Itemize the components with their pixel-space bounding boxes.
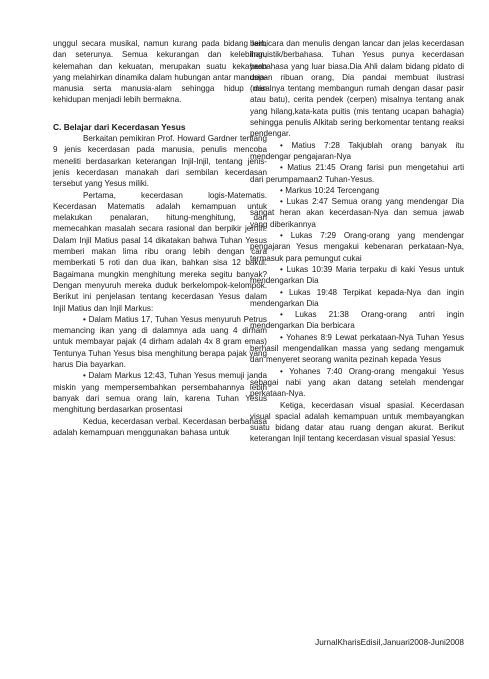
paragraph-visual-spasial: Ketiga, kecerdasan visual spasial. Kecerdasan visual spacial adalah kemampuan untuk membayangkan suatu bidang datar atau ruang dengan akurat. Berikut keterangan Injil tentang kecerdasan visual spasial Yesus: xyxy=(250,400,464,444)
paragraph-logis-matematis: Pertama, kecerdasan logis-Matematis. Kecerdasan Matematis adalah kemampuan untuk melakukan penalaran, hitung-menghitung, dan memecahkan masalah secara rasional dan berpikir jernih. Dalam Injil Matius pasal 14 dikatakan bahwa Tuhan Yesus memberi makan lima ribu orang lebih dengan cara memberkati 5 roti dan dua ikan, bahkan sisa 12 bakul. Bagaimana mungkin menghitung mereka segitu banyak? Dengan menyuruh mereka duduk berkelompok-kelompok. Berikut ini penjelasan tentang kecerdasan Yesus dalam Injil Matius dan Injil Markus: xyxy=(53,190,267,313)
bullet-yohanes-8-9: • Yohanes 8:9 Lewat perkataan-Nya Tuhan Yesus berhasil mengendalikan massa yang sedang mengamuk dan menyeret seorang wanita pezinah kepada Yesus xyxy=(250,332,464,366)
paragraph-linguistik: berbicara dan menulis dengan lancar dan jelas kecerdasan linguistik/berbahasa. Tuhan Yesus punya kecerdasan berbahasa yang luar biasa.Dia Ahli dalam bidang pidato di depan ribuan orang, Dia pandai membuat ilustrasi (misalnya tentang membangun rumah dengan dasar pasir atau batu), cerita pendek (cerpen) misalnya tentang anak yang hilang,kata-kata puitis (mis tentang ucapan bahagia) sehingga penulis Alkitab sering berkomentar tentang reaksi pendengar. xyxy=(250,39,464,139)
bullet-markus-12-43: • Dalam Markus 12:43, Tuhan Yesus memuji janda miskin yang mempersembahkan persembahannya lebih banyak dari semua orang lain, karena Tuhan Yesus menghitung berdasarkan prosentasi xyxy=(53,370,267,415)
section-heading: C. Belajar dari Kecerdasan Yesus xyxy=(53,121,186,132)
right-column xyxy=(250,38,464,445)
bullet-lukas-19-48: • Lukas 19:48 Terpikat kepada-Nya dan ingin mendengarkan Dia xyxy=(250,287,464,310)
paragraph-gardner: Berkaitan pemikiran Prof. Howard Gardner tentang 9 jenis kecerdasan pada manusia, penulis mencoba meneliti berdasarkan keterangan Injil-Injil, tentang jenis-jenis kecerdasan manakah dari sembilan kecerdasan tersebut yang Yesus miliki. xyxy=(53,134,267,189)
bullet-lukas-10-39: • Lukas 10:39 Maria terpaku di kaki Yesus untuk mendengarkan Dia xyxy=(250,264,464,287)
intro-paragraph: unggul secara musikal, namun kurang pada bidang lain, dan seterunya. Semua kekurangan dan kelebihan, kelemahan dan kekuatan, merupakan suatu kekayaan yang melahirkan dinamika dalam hubungan antar manusia-manusia serta manusia-alam sehingga hidup dan kehidupan menjadi lebih bermakna. xyxy=(53,39,268,105)
bullet-lukas-7-29: • Lukas 7:29 Orang-orang yang mendengar pengajaran Yesus mengakui kebenaran perkataan-Nya, termasuk para pemungut cukai xyxy=(250,230,464,264)
journal-footer: JurnalKharisEdisiI,Januari2008-Juni2008 xyxy=(315,638,464,647)
bullet-matius-21-45: • Matius 21:45 Orang farisi pun mengetahui arti dari perumpamaan2 Tuhan-Yesus. xyxy=(250,162,464,185)
bullet-lukas-21-38: • Lukas 21:38 Orang-orang antri ingin mendengarkan Dia berbicara xyxy=(250,309,464,332)
bullet-yohanes-7-40: • Yohanes 7:40 Orang-orang mengakui Yesus sebagai nabi yang akan datang setelah mendengar perkataan-Nya. xyxy=(250,366,464,400)
bullet-markus-10-24: • Markus 10:24 Tercengang xyxy=(250,185,464,196)
paragraph-verbal: Kedua, kecerdasan verbal. Kecerdasan berbahasa adalah kemampuan menggunakan bahasa untuk xyxy=(53,416,267,437)
left-column xyxy=(53,38,267,438)
bullet-matius-7-28: • Matius 7:28 Takjublah orang banyak itu mendengar pengajaran-Nya xyxy=(250,140,464,163)
bullet-lukas-2-47: • Lukas 2:47 Semua orang yang mendengar Dia sangat heran akan kecerdasan-Nya dan semua jawab yang diberikannya xyxy=(250,196,464,230)
bullet-matius-17: • Dalam Matius 17, Tuhan Yesus menyuruh Petrus memancing ikan yang di dalamnya ada uang 4 dirham untuk membayar pajak (4 dirham adalah 4x 8 gram emas) Tentunya Tuhan Yesus bisa menghitung berapa pajak yang harus Dia bayarkan. xyxy=(53,314,267,370)
